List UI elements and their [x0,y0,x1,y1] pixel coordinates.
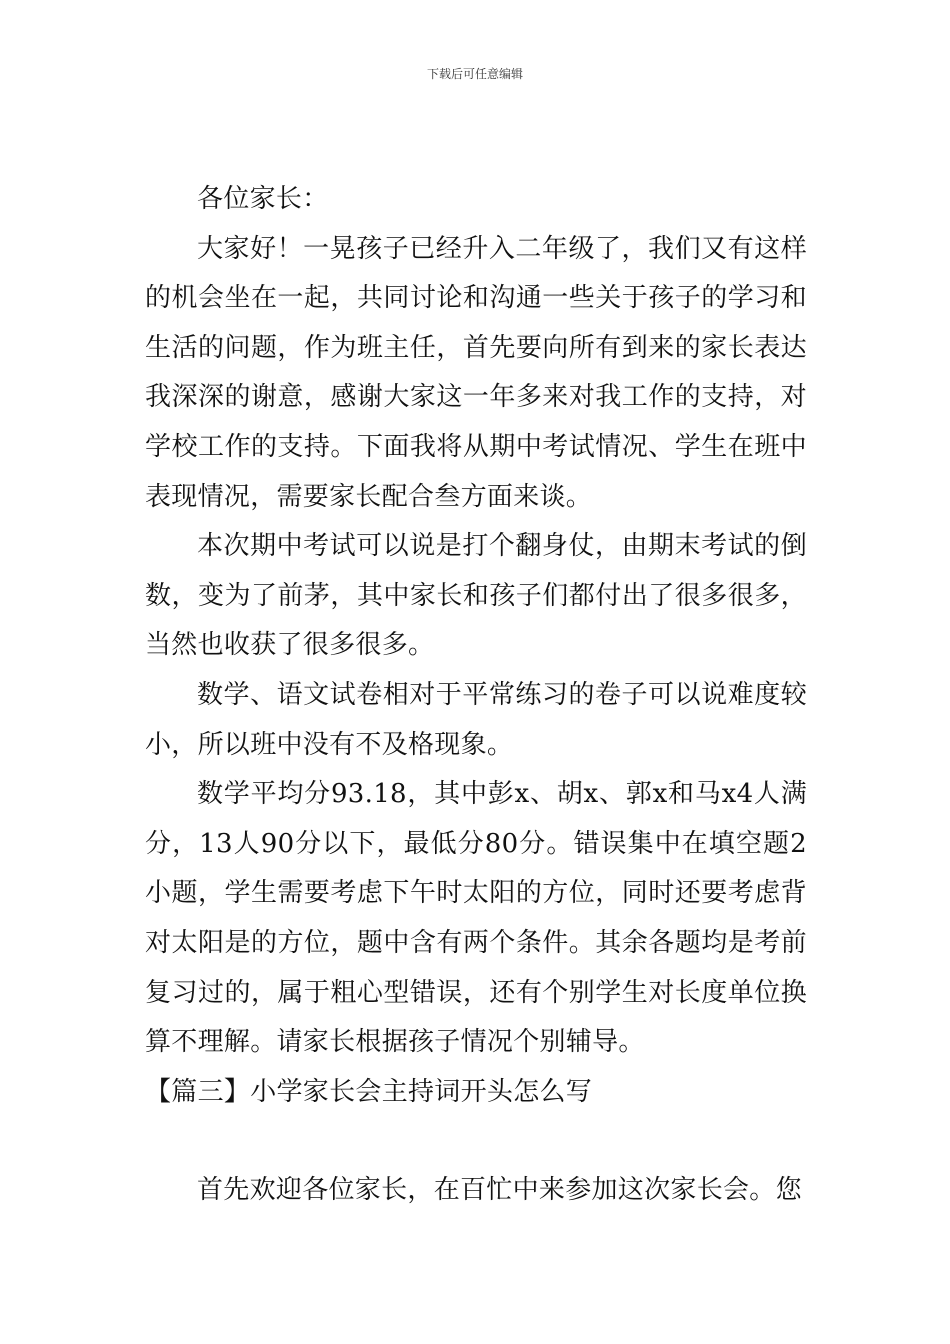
page-header: 下载后可任意编辑 [426,67,523,81]
section-title: 【篇三】小学家长会主持词开头怎么写 [145,1076,593,1107]
section-gap [145,1117,807,1166]
paragraph-exam-difficulty: 数学、语文试卷相对于平常练习的卷子可以说难度较小，所以班中没有不及格现象。 [145,679,807,760]
paragraph-welcome: 首先欢迎各位家长，在百忙中来参加这次家长会。您 [197,1175,802,1206]
paragraph-math-results: 数学平均分93.18，其中彭x、胡x、郭x和马x4人满分，13人90分以下，最低分80分。错误集中在填空题2小题，学生需要考虑下午时太阳的方位，同时还要考虑背对太阳是的方位，题中含有两个条件。其余各题均是考前复习过的，属于粗心型错误，还有个别学生对长度单位换算不理解。请家长根据孩子情况个别辅导。 [145,779,807,1058]
salutation: 各位家长： [197,184,329,214]
paragraph-exam-overview: 本次期中考试可以说是打个翻身仗，由期末考试的倒数，变为了前茅，其中家长和孩子们都付出了很多很多，当然也收获了很多很多。 [145,531,807,661]
document-body [145,175,807,1216]
paragraph-greeting: 大家好！一晃孩子已经升入二年级了，我们又有这样的机会坐在一起，共同讨论和沟通一些关于孩子的学习和生活的问题，作为班主任，首先要向所有到来的家长表达我深深的谢意，感谢大家这一年多来对我工作的支持，对学校工作的支持。下面我将从期中考试情况、学生在班中表现情况，需要家长配合叁方面来谈。 [145,233,807,512]
